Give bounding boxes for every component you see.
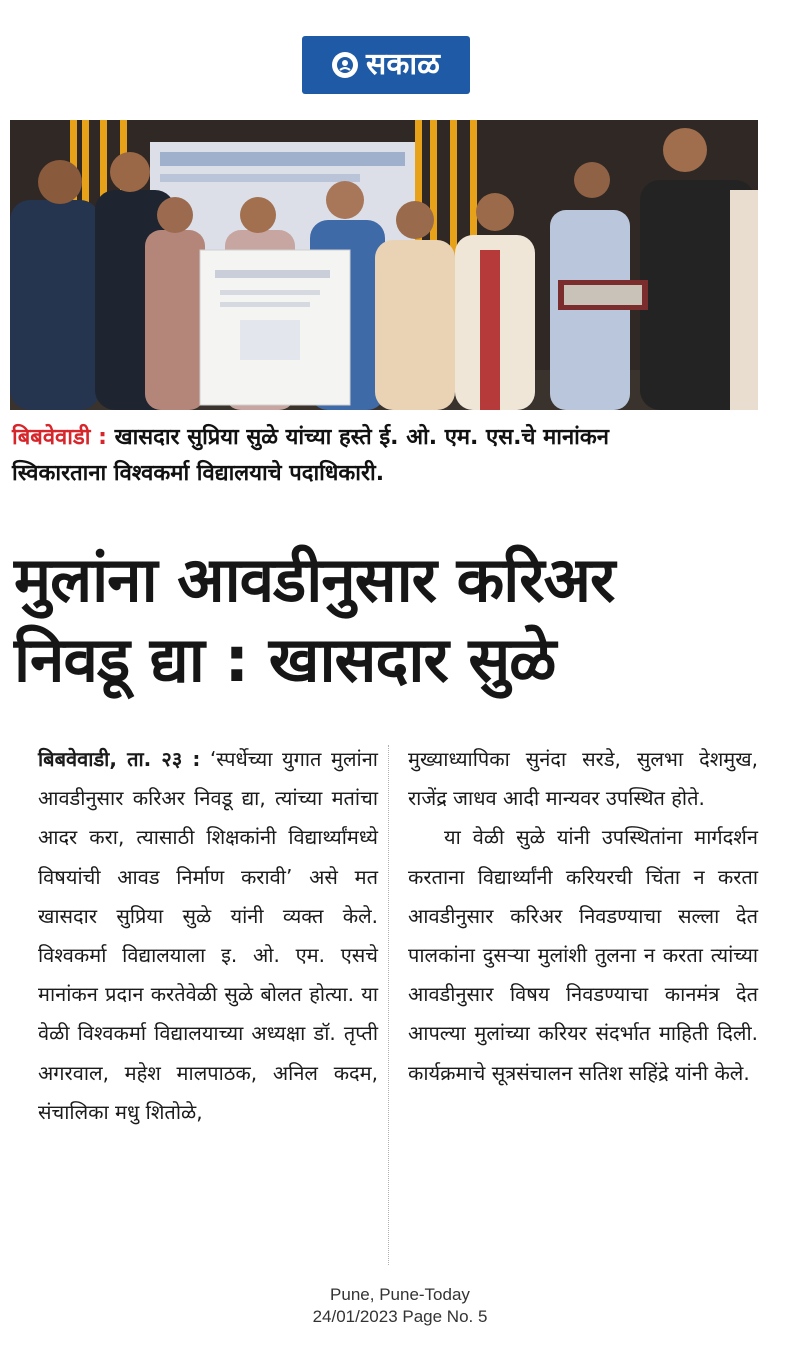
newspaper-masthead xyxy=(302,36,470,94)
caption-place: बिबवेवाडी : xyxy=(12,425,107,450)
caption-line-2: स्विकारताना विश्वकर्मा विद्यालयाचे पदाधिकारी. xyxy=(12,461,385,486)
column-divider xyxy=(388,745,389,1265)
article-column-left xyxy=(38,740,378,1132)
article-paragraph-2: या वेळी सुळे यांनी उपस्थितांना मार्गदर्शन करताना विद्यार्थ्यांनी करियरची चिंता न करता आवडीनुसार करिअर निवडण्याचा सल्ला देत पालकांना दुसऱ्या मुलांशी तुलना न करता त्यांच्या आवडीनुसार विषय निवडण्याचा कानमंत्र देत आपल्या मुलांच्या करियर संदर्भात माहिती दिली. कार्यक्रमाचे सूत्रसंचालन सतिश सहिंद्रे यांनी केले. xyxy=(408,825,758,1085)
article-headline xyxy=(14,540,784,700)
photo-caption xyxy=(12,420,772,492)
page-footer xyxy=(0,1284,800,1328)
article-paragraph-1 xyxy=(38,740,378,1132)
news-photo xyxy=(10,120,758,410)
headline-line-1: मुलांना आवडीनुसार करिअर xyxy=(14,543,615,616)
article-column-right xyxy=(408,740,758,1093)
caption-line-1: खासदार सुप्रिया सुळे यांच्या हस्ते ई. ओ. एम. एस.चे मानांकन xyxy=(114,425,609,450)
article-paragraph-1-text: ‘स्पर्धेच्या युगात मुलांना आवडीनुसार करिअर निवडू द्या, त्यांच्या मतांचा आदर करा, त्यासाठी शिक्षकांनी विद्यार्थ्यांमध्ये विषयांची आवड निर्माण करावी’ असे मत खासदार सुप्रिया सुळे यांनी व्यक्त केले. विश्वकर्मा विद्यालयाला इ. ओ. एम. एसचे मानांकन प्रदान करतेवेळी सुळे बोलत होत्या. या वेळी विश्वकर्मा विद्यालयाच्या अध्यक्षा डॉ. तृप्ती अगरवाल, महेश मालपाठक, अनिल कदम, संचालिका मधु शितोळे, xyxy=(38,747,378,1124)
masthead-emblem-icon xyxy=(332,52,358,78)
footer-edition: Pune, Pune-Today xyxy=(330,1285,470,1304)
article-dateline: बिबवेवाडी, ता. २३ : xyxy=(38,747,201,771)
headline-line-2: निवडू द्या : खासदार सुळे xyxy=(14,623,556,696)
footer-date-page: 24/01/2023 Page No. 5 xyxy=(312,1307,488,1326)
masthead-title: सकाळ xyxy=(366,47,440,82)
article-paragraph-1-continued: मुख्याध्यापिका सुनंदा सरडे, सुलभा देशमुख, राजेंद्र जाधव आदी मान्यवर उपस्थित होते. xyxy=(408,747,758,811)
